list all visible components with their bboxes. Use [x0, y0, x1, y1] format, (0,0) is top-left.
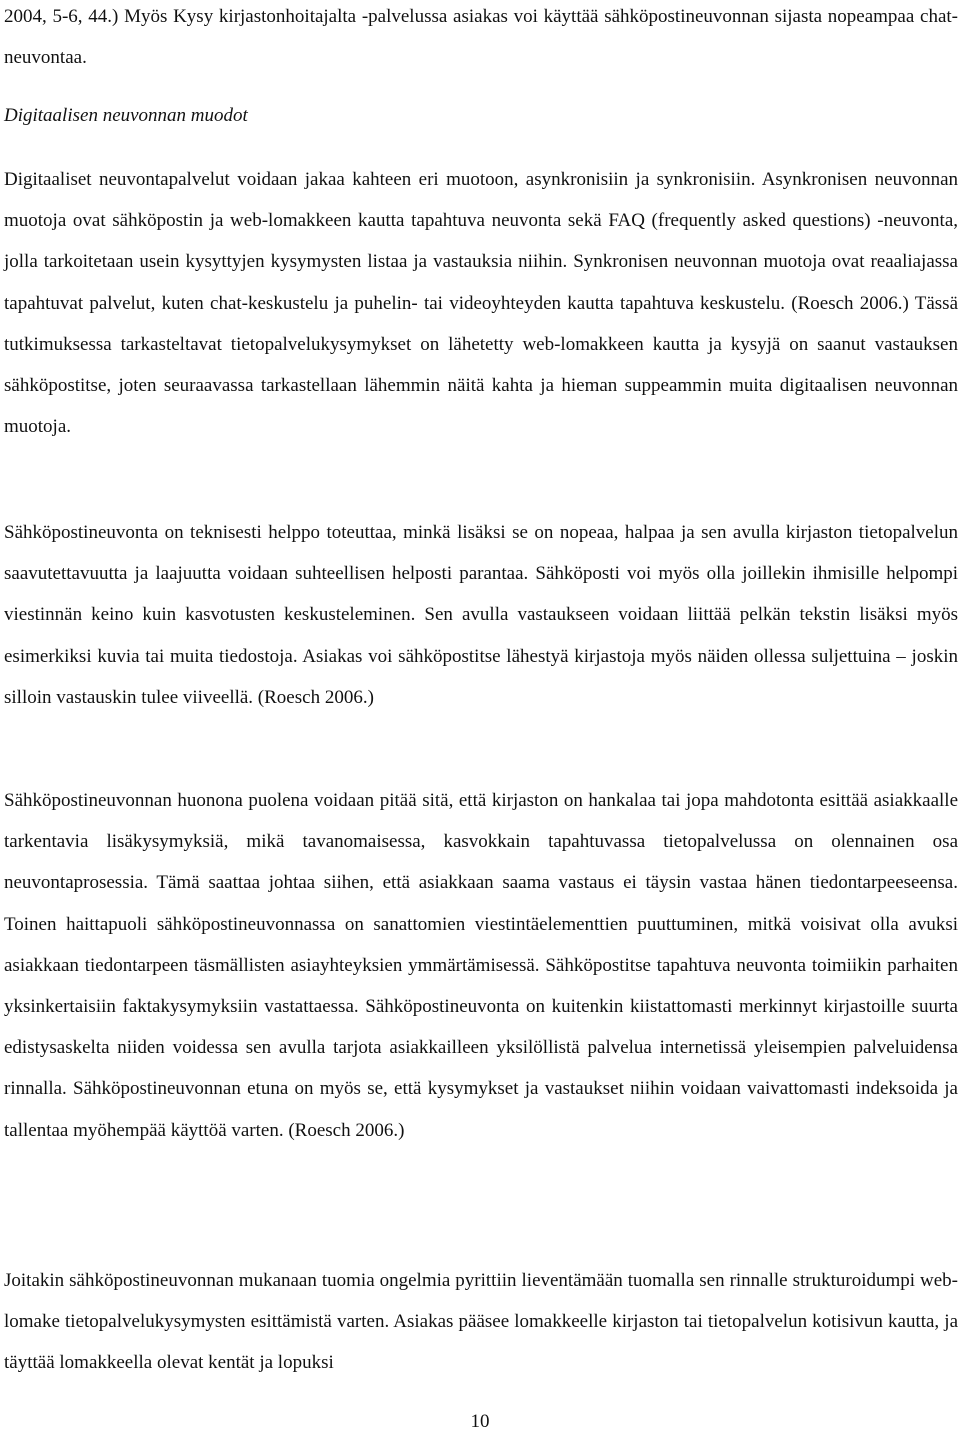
section-heading: Digitaalisen neuvonnan muodot: [4, 105, 248, 126]
body-paragraph-3: Sähköpostineuvonnan huonona puolena voidaan pitää sitä, että kirjaston on hankalaa tai jopa mahdotonta esittää asiakkaalle tarkentavia lisäkysymyksiä, mikä tavanomaisessa, kasvokkain tapahtuvassa tietopalvelussa on olennainen osa neuvontaprosessia. Tämä saattaa johtaa siihen, että asiakkaan saama vastaus ei täysin vastaa hänen tiedontarpeeseensa. Toinen haittapuoli sähköpostineuvonnassa on sanattomien viestintäelementtien puuttuminen, mitkä voisivat olla avuksi asiakkaan tiedontarpeen täsmällisten asiayhteyksien ymmärtämisessä. Sähköpostitse tapahtuva neuvonta toimiikin parhaiten yksinkertaisiin faktakysymyksiin vastattaessa. Sähköpostineuvonta on kuitenkin kiistattomasti merkinnyt kirjastoille suurta edistysaskelta niiden voidessa sen avulla tarjota asiakkailleen yksilöllistä palvelua internetissä yleisempien palveluidensa rinnalla. Sähköpostineuvonnan etuna on myös se, että kysymykset ja vastaukset niihin voidaan vaivattomasti indeksoida ja tallentaa myöhempää käyttöä varten. (Roesch 2006.): [4, 790, 958, 1141]
body-paragraph-1: Digitaaliset neuvontapalvelut voidaan jakaa kahteen eri muotoon, asynkronisiin ja synkronisiin. Asynkronisen neuvonnan muotoja ovat sähköpostin ja web-lomakkeen kautta tapahtuva neuvonta sekä FAQ (frequently asked questions) -neuvonta, jolla tarkoitetaan usein kysyttyjen kysymysten listaa ja vastauksia niihin. Synkronisen neuvonnan muotoja ovat reaaliajassa tapahtuvat palvelut, kuten chat-keskustelu ja puhelin- tai videoyhteyden kautta tapahtuva keskustelu. (Roesch 2006.) Tässä tutkimuksessa tarkasteltavat tietopalvelukysymykset on lähetetty web-lomakkeen kautta ja kysyjä on saanut vastauksen sähköpostitse, joten seuraavassa tarkastellaan lähemmin näitä kahta ja hieman suppeammin muita digitaalisen neuvonnan muotoja.: [4, 169, 958, 438]
body-paragraph-2: Sähköpostineuvonta on teknisesti helppo toteuttaa, minkä lisäksi se on nopeaa, halpaa ja sen avulla kirjaston tietopalvelun saavutettavuutta ja laajuutta voidaan suhteellisen helposti parantaa. Sähköposti voi myös olla joillekin ihmisille helpompi viestinnän keino kuin kasvotusten keskusteleminen. Sen avulla vastaukseen voidaan liittää pelkän tekstin lisäksi myös esimerkiksi kuvia tai muita tiedostoja. Asiakas voi sähköpostitse lähestyä kirjastoja myös näiden ollessa suljettuina – joskin silloin vastauskin tulee viiveellä. (Roesch 2006.): [4, 522, 958, 708]
body-paragraph-4: Joitakin sähköpostineuvonnan mukanaan tuomia ongelmia pyrittiin lieventämään tuomalla sen rinnalle strukturoidumpi web-lomake tietopalvelukysymysten esittämistä varten. Asiakas pääsee lomakkeelle kirjaston tai tietopalvelun kotisivun kautta, ja täyttää lomakkeella olevat kentät ja lopuksi: [4, 1270, 958, 1374]
intro-paragraph: 2004, 5-6, 44.) Myös Kysy kirjastonhoitajalta -palvelussa asiakas voi käyttää sähköpostineuvonnan sijasta nopeampaa chat-neuvontaa.: [4, 6, 958, 69]
page-number: 10: [470, 1411, 490, 1432]
